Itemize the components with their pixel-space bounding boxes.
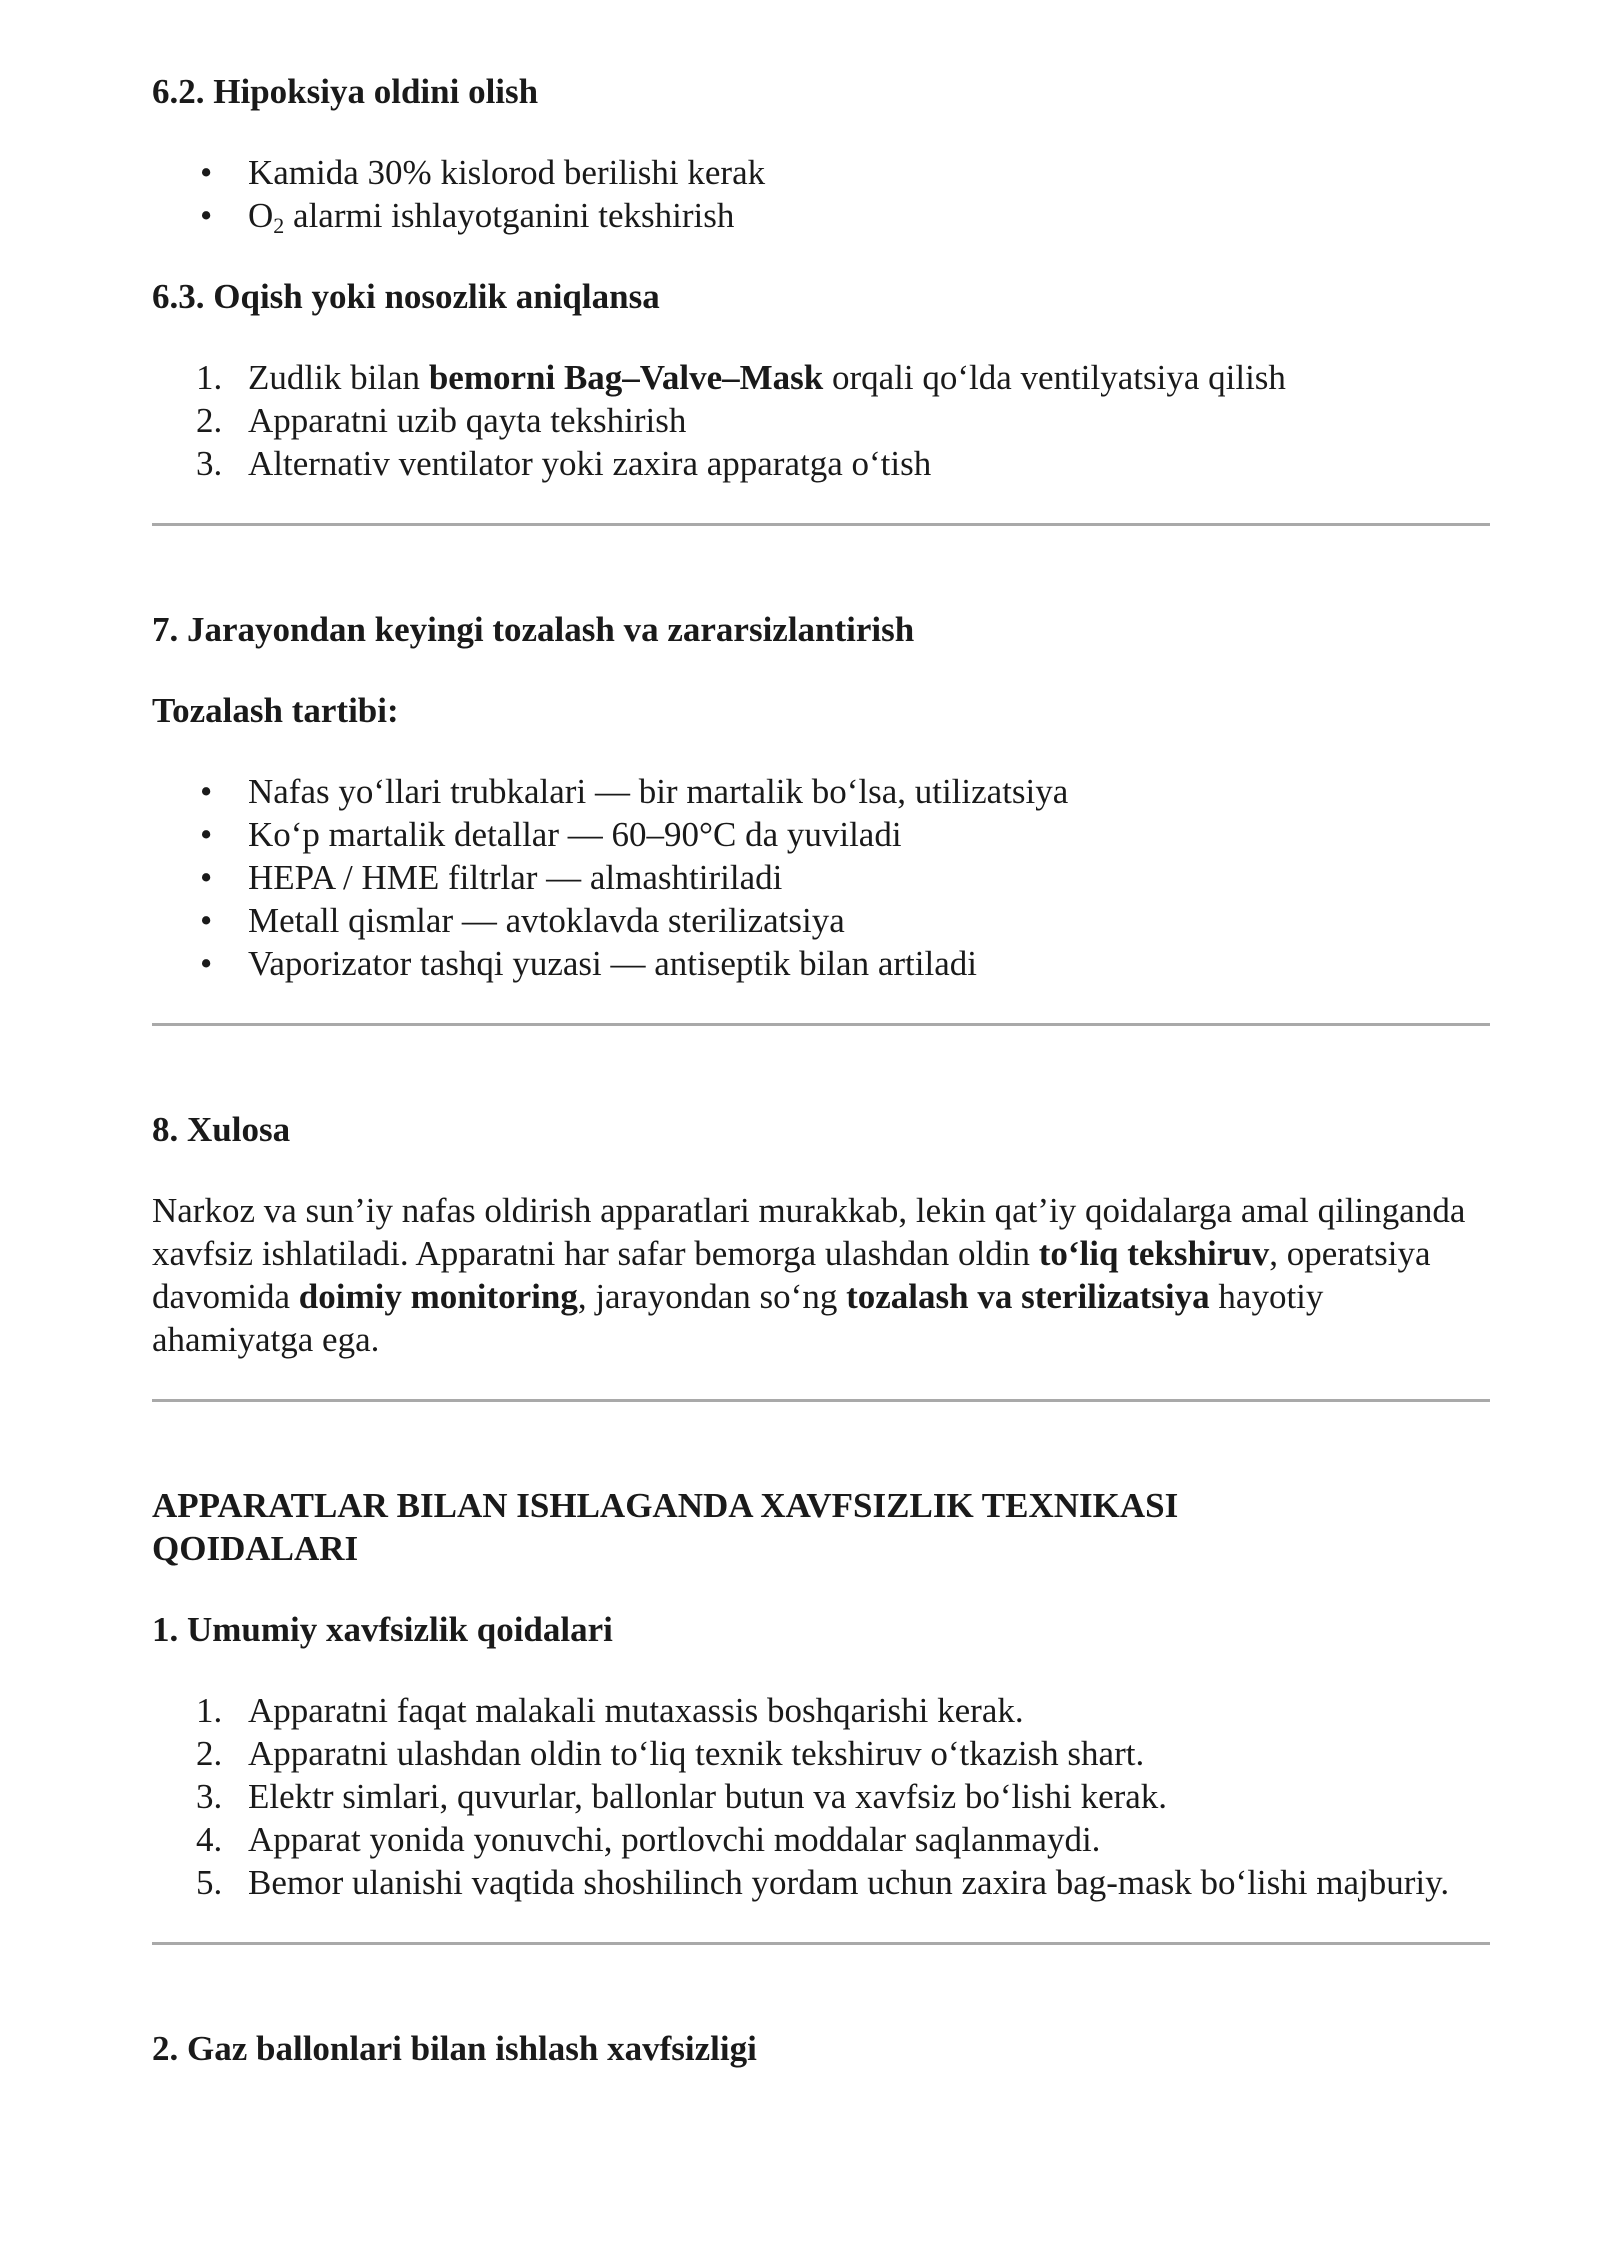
bold-text: tozalash va sterilizatsiya: [846, 1277, 1210, 1316]
list-item: [152, 356, 1490, 399]
list-number: 2.: [196, 1734, 223, 1773]
list-item: [152, 813, 1490, 856]
bullet-marker: •: [200, 772, 213, 811]
bullet-marker: •: [200, 944, 213, 983]
list-item: [152, 942, 1490, 985]
paragraph-text: , operatsiya davomida: [152, 1234, 1431, 1316]
list-number: 3.: [196, 1777, 223, 1816]
cleaning-list: [152, 770, 1490, 985]
list-item: [152, 1732, 1452, 1775]
o2-symbol: O: [248, 196, 274, 235]
section-heading-general-safety: 1. Umumiy xavfsizlik qoidalari: [152, 1610, 613, 1649]
list-item: [152, 1775, 1452, 1818]
general-safety-list: [152, 1689, 1452, 1904]
safety-title: APPARATLAR BILAN ISHLAGANDA XAVFSIZLIK TEXNIKASI QOIDALARI: [152, 1486, 1179, 1568]
list-item-text: Vaporizator tashqi yuzasi — antiseptik bilan artiladi: [248, 944, 977, 983]
list-item-text: Elektr simlari, quvurlar, ballonlar butun va xavfsiz bo‘lishi kerak.: [248, 1777, 1168, 1816]
list-number: 1.: [196, 358, 223, 397]
subheading-cleaning-order: Tozalash tartibi:: [152, 691, 399, 730]
list-item-text: alarmi ishlayotganini tekshirish: [284, 196, 735, 235]
paragraph-text: Narkoz va sun’iy nafas oldirish apparatlari murakkab, lekin qat’iy qoidalarga amal qilinganda xavfsiz ishlatiladi. Apparatni har safar bemorga ulashdan oldin: [152, 1191, 1466, 1273]
list-item: [152, 399, 1490, 442]
list-item-text: Nafas yo‘llari trubkalari — bir martalik bo‘lsa, utilizatsiya: [248, 772, 1069, 811]
list-item-text: Alternativ ventilator yoki zaxira apparatga o‘tish: [248, 444, 932, 483]
list-item-text: Apparatni faqat malakali mutaxassis boshqarishi kerak.: [248, 1691, 1024, 1730]
list-item: [152, 1689, 1452, 1732]
bold-text: to‘liq tekshiruv: [1038, 1234, 1270, 1273]
section-heading-8: 8. Xulosa: [152, 1110, 291, 1149]
section-heading-7: 7. Jarayondan keyingi tozalash va zararsizlantirish: [152, 610, 915, 649]
section-heading-6-3: 6.3. Oqish yoki nosozlik aniqlansa: [152, 277, 660, 316]
list-item: [152, 770, 1490, 813]
paragraph-text: hayotiy ahamiyatga ega.: [152, 1277, 1324, 1359]
bullet-marker: •: [200, 153, 213, 192]
list-item-text: Kamida 30% kislorod berilishi kerak: [248, 153, 766, 192]
list-item-text: Zudlik bilan: [248, 358, 429, 397]
divider: [152, 523, 1490, 526]
list-item: [152, 856, 1490, 899]
hypoxia-list: [152, 151, 1490, 237]
bold-text: bemorni Bag–Valve–Mask: [428, 358, 824, 397]
list-item-text: HEPA / HME filtrlar — almashtiriladi: [248, 858, 783, 897]
divider: [152, 1942, 1490, 1945]
section-heading-6-2: 6.2. Hipoksiya oldini olish: [152, 72, 539, 111]
o2-subscript: 2: [273, 213, 285, 238]
list-number: 2.: [196, 401, 223, 440]
divider: [152, 1399, 1490, 1402]
list-item-text: orqali qo‘lda ventilyatsiya qilish: [823, 358, 1286, 397]
bold-text: doimiy monitoring: [298, 1277, 578, 1316]
list-item: [152, 151, 1490, 194]
list-item: [152, 1861, 1452, 1904]
paragraph-text: , jarayondan so‘ng: [577, 1277, 847, 1316]
list-number: 5.: [196, 1863, 223, 1902]
list-item-text: Metall qismlar — avtoklavda sterilizatsiya: [248, 901, 845, 940]
bullet-marker: •: [200, 901, 213, 940]
list-number: 1.: [196, 1691, 223, 1730]
list-item: [152, 899, 1490, 942]
list-item: [152, 442, 1490, 485]
divider: [152, 1023, 1490, 1026]
list-item-text: Apparat yonida yonuvchi, portlovchi moddalar saqlanmaydi.: [248, 1820, 1101, 1859]
bullet-marker: •: [200, 858, 213, 897]
list-item-text: Ko‘p martalik detallar — 60–90°C da yuviladi: [248, 815, 902, 854]
list-number: 4.: [196, 1820, 223, 1859]
bullet-marker: •: [200, 815, 213, 854]
bullet-marker: •: [200, 196, 213, 235]
list-number: 3.: [196, 444, 223, 483]
list-item-text: Apparatni uzib qayta tekshirish: [248, 401, 687, 440]
list-item: [152, 194, 1490, 237]
list-item-text: Apparatni ulashdan oldin to‘liq texnik tekshiruv o‘tkazish shart.: [248, 1734, 1145, 1773]
list-item: [152, 1818, 1452, 1861]
leak-actions-list: [152, 356, 1490, 485]
section-heading-gas-cylinders: 2. Gaz ballonlari bilan ishlash xavfsizligi: [152, 2029, 757, 2068]
conclusion-paragraph: [152, 1189, 1490, 1361]
list-item-text: Bemor ulanishi vaqtida shoshilinch yordam uchun zaxira bag-mask bo‘lishi majburiy.: [248, 1863, 1450, 1902]
